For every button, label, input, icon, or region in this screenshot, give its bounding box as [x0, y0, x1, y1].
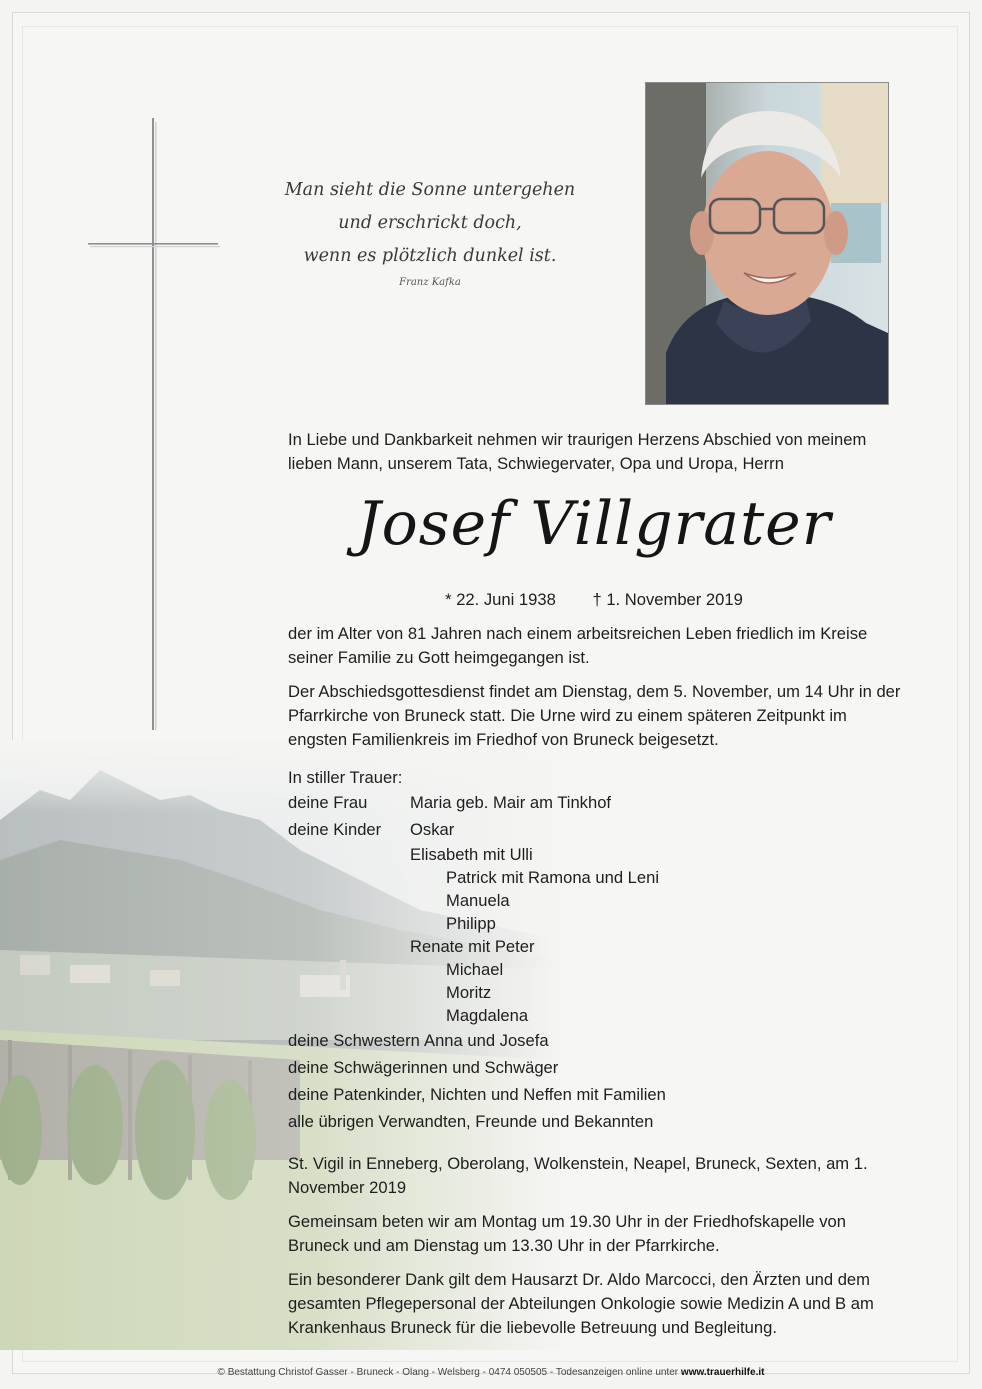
portrait-photo	[645, 82, 889, 405]
closing-paragraphs	[288, 1152, 908, 1350]
quote-line: wenn es plötzlich dunkel ist.	[303, 246, 557, 266]
list-item	[288, 958, 908, 981]
mourner-name: Philipp	[446, 914, 496, 933]
prayer-info: Gemeinsam beten wir am Montag um 19.30 Uhr in der Friedhofskapelle von Bruneck und am Dienstag um 13.30 Uhr in der Pfarrkirche.	[288, 1212, 847, 1255]
quote-line: und erschrickt doch,	[338, 213, 522, 233]
life-dates	[288, 590, 900, 610]
intro-block	[288, 428, 908, 476]
list-item	[288, 935, 908, 958]
mourner-name: Oskar	[410, 820, 455, 839]
intro-text: In Liebe und Dankbarkeit nehmen wir traurigen Herzens Abschied von meinem lieben Mann, unserem Tata, Schwiegervater, Opa und Uropa, Herrn	[288, 430, 867, 473]
relation-label: deine Frau	[288, 793, 368, 812]
list-item	[288, 816, 908, 843]
mourner-name: deine Schwägerinnen und Schwäger	[288, 1058, 559, 1077]
death-date: † 1. November 2019	[592, 590, 743, 609]
thanks-text: Ein besonderer Dank gilt dem Hausarzt Dr. Aldo Marcocci, den Ärzten und dem gesamten Pflegepersonal der Abteilungen Onkologie sowie Medizin A und B am Krankenhaus Bruneck für die liebevolle Betreuung und Begleitung.	[288, 1270, 874, 1337]
mourner-name: Patrick mit Ramona und Leni	[446, 868, 660, 887]
quote-line: Man sieht die Sonne untergehen	[284, 180, 576, 200]
list-item	[288, 843, 908, 866]
portrait-illustration	[646, 83, 888, 404]
footer-text: © Bestattung Christof Gasser - Bruneck - Olang - Welsberg - 0474 050505 - Todesanzeigen online unter	[217, 1367, 679, 1378]
paragraph: der im Alter von 81 Jahren nach einem arbeitsreichen Leben friedlich im Kreise seiner Familie zu Gott heimgegangen ist.	[288, 624, 868, 667]
mourners-heading-row	[288, 766, 908, 789]
mourner-name: Michael	[446, 960, 504, 979]
place-date: St. Vigil in Enneberg, Oberolang, Wolkenstein, Neapel, Bruneck, Sexten, am 1. November 2019	[288, 1154, 868, 1197]
list-item	[288, 789, 908, 816]
cross-icon	[88, 118, 220, 730]
list-item	[288, 981, 908, 1004]
footer-link[interactable]: www.trauerhilfe.it	[680, 1367, 765, 1378]
quote-block	[266, 174, 594, 288]
mourner-name: deine Patenkinder, Nichten und Neffen mit Familien	[288, 1085, 666, 1104]
mourner-name: Manuela	[446, 891, 510, 910]
relation-label: deine Schwestern	[288, 1031, 420, 1050]
mourner-name: Renate mit Peter	[410, 937, 535, 956]
list-item	[288, 889, 908, 912]
mourner-name: Maria geb. Mair am Tinkhof	[410, 793, 612, 812]
paragraph: Der Abschiedsgottesdienst findet am Dienstag, dem 5. November, um 14 Uhr in der Pfarrkirche von Bruneck statt. Die Urne wird zu einem späteren Zeitpunkt im engsten Familienkreis im Friedhof von Bruneck beigesetzt.	[288, 682, 901, 749]
list-item	[288, 1004, 908, 1027]
list-item	[288, 1108, 908, 1135]
list-item	[288, 1054, 908, 1081]
quote-author: Franz Kafka	[399, 277, 461, 288]
mourner-name: Anna und Josefa	[424, 1031, 549, 1050]
footer	[0, 1367, 982, 1378]
mourner-name: Magdalena	[446, 1006, 529, 1025]
mourner-name: Moritz	[446, 983, 492, 1002]
deceased-name: Josef Villgrater	[356, 489, 832, 559]
list-item	[288, 912, 908, 935]
birth-date: * 22. Juni 1938	[445, 590, 556, 609]
mourner-name: Elisabeth mit Ulli	[410, 845, 533, 864]
list-item	[288, 1027, 908, 1054]
list-item	[288, 1081, 908, 1108]
list-item	[288, 866, 908, 889]
relation-label: deine Kinder	[288, 820, 382, 839]
mourners-heading: In stiller Trauer:	[288, 768, 403, 787]
body-paragraphs	[288, 622, 908, 762]
mourners-list	[288, 766, 908, 1135]
mourner-name: alle übrigen Verwandten, Freunde und Bekannten	[288, 1112, 654, 1131]
